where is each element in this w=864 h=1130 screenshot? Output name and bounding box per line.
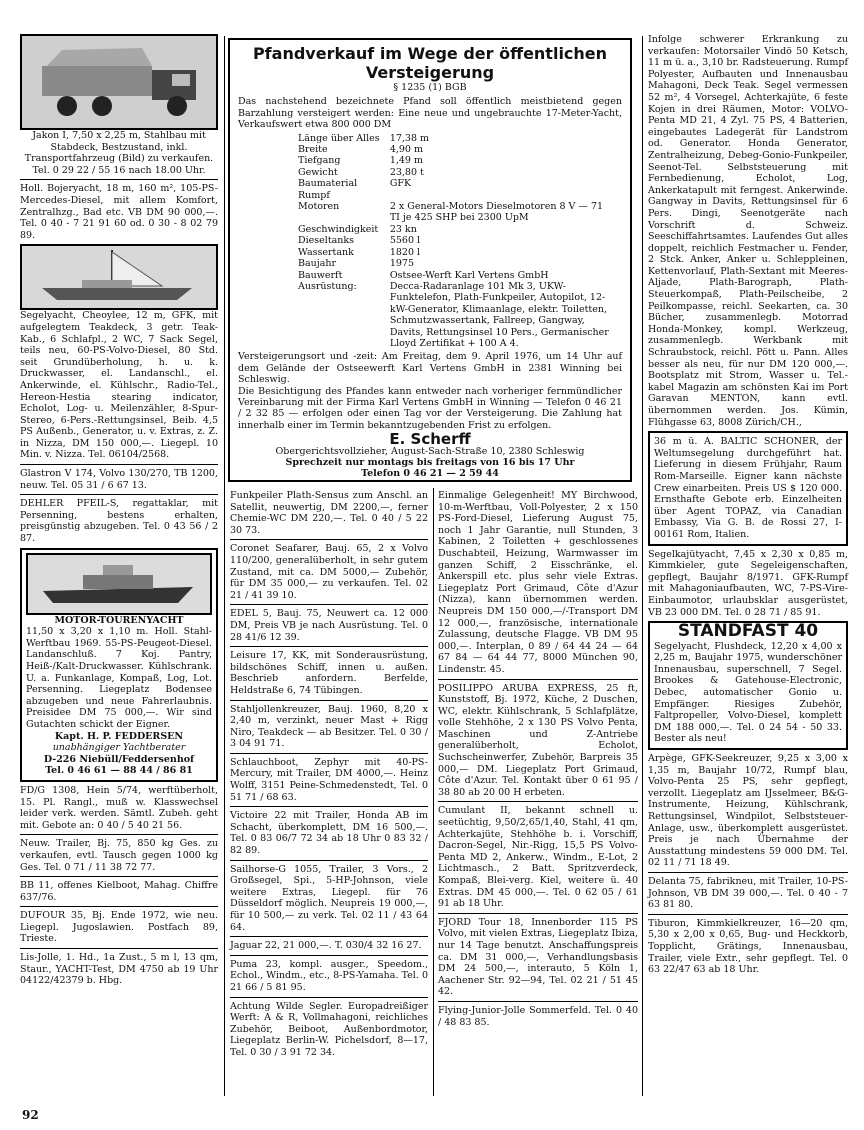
ad-motor-contact-1: Kapt. H. P. FEDDERSEN xyxy=(54,730,184,742)
spec-value: GFK xyxy=(389,178,412,190)
classified-ad: Achtung Wilde Segler. Europadreißiger Werft: A & R, Vollmahagoni, reichliches Zubehör, Beiboot, Außenbordmotor, Liegeplatz Berlin-W. Pichelsdorf, 8—17, Tel. 0 30 / 3 91 72 34. xyxy=(230,1000,428,1058)
page-number: 92 xyxy=(22,1108,39,1122)
spec-row xyxy=(298,155,622,166)
ad-delanta: Delanta 75, fabrikneu, mit Trailer, 10-PS-Johnson, VB DM 39 000,—. Tel. 0 40 - 7 63 81 80. xyxy=(648,875,848,911)
segelyacht-photo xyxy=(20,244,218,310)
classified-ad: Schlauchboot, Zephyr mit 40-PS-Mercury, mit Trailer, DM 4000,—. Heinz Wolff, 3151 Peine-Schmedenstedt, Tel. 0 51 71 / 68 63. xyxy=(230,756,428,803)
pfand-telefon: Telefon 0 46 21 — 2 59 44 xyxy=(361,468,499,480)
spec-label: Länge über Alles xyxy=(298,132,380,144)
ad-standfast xyxy=(648,621,848,750)
ad-tiburon: Tiburon, Kimmkielkreuzer, 16—20 qm, 5,30 x 2,00 x 0,65, Bug- und Heckkorb, Topplicht, Grätings, Innenausbau, Trailer, viele Extr., sehr gepflegt. Tel. 0 63 22/47 63 ab 18 Uhr. xyxy=(648,917,848,976)
column-rule-2 xyxy=(433,488,434,1096)
pfand-ort: Versteigerungsort und -zeit: Am Freitag, dem 9. April 1976, um 14 Uhr auf dem Gelände der Ostseewerft Karl Vertens GmbH in 2381 Winning bei Schleswig. xyxy=(238,351,622,386)
spec-value: 23,80 t xyxy=(389,166,424,178)
ad-arpege: Arpège, GFK-Seekreuzer, 9,25 x 3,00 x 1,35 m, Baujahr 10/72, Rumpf blau, Volvo-Penta 25 PS, sehr gepflegt, verzollt. Liegeplatz am IJsselmeer, B&G-Instrumente, Heizung, Kühlschrank, Rettungsinsel, Windpilot, Selbststeuer-Anlage, usw., überkomplett ausgerüstet. Preis je nach Übernahme der Ausstattung mindestens 59 000 DM. Tel. 02 11 / 71 18 49. xyxy=(648,753,848,869)
pfand-name: E. Scherff xyxy=(389,430,471,449)
spec-row xyxy=(298,258,622,269)
ad-glastron: Glastron V 174, Volvo 130/270, TB 1200, neuw. Tel. 05 31 / 6 67 13. xyxy=(20,468,218,491)
spec-label: Baumaterial Rumpf xyxy=(298,178,358,201)
ad-jakon: Jakon I, 7,50 x 2,25 m, Stahlbau mit Stabdeck, Bestzustand, inkl. Transportfahrzeug (Bild) zu verkaufen. Tel. 0 29 22 / 55 16 nach 18.00 Uhr. xyxy=(24,130,214,176)
spec-value: 1,49 m xyxy=(389,155,424,167)
classified-ad: Jaguar 22, 21 000,—. T. 030/4 32 16 27. xyxy=(230,940,422,952)
spec-label: Bauwerft xyxy=(298,269,343,281)
pfand-besichtigung: Die Besichtigung des Pfandes kann entweder nach vorheriger fernmündlicher Vereinbarung mit der Firma Karl Vertens GmbH in Winning — Telefon 0 46 21 / 2 32 85 — erfolgen oder einen Tag vor der Versteigerung. Die Zahlung hat innerhalb einer im Termin bekanntzugebenden Frist zu erfolgen. xyxy=(238,385,622,431)
spec-row xyxy=(298,270,622,281)
classified-ad: Cumulant II, bekannt schnell u. seetüchtig, 9,50/2,65/1,40, Stahl, 41 qm, Achterkajüte, Stehhöhe b. i. Vorschiff, Dacron-Segel, Nir.-Rigg, 15,5 PS Volvo-Penta MD 2, Ankerw., Windm., E-Lot, 2 Lichtmasch., 2 Batt. Spritzverdeck, Kompaß, Blei-verg. Kiel, weitere ü. 40 Extras. DM 45 000,—. Tel. 0 62 05 / 61 91 ab 18 Uhr. xyxy=(438,805,638,910)
spec-label: Dieseltanks xyxy=(298,235,355,247)
spec-value: 5560 l xyxy=(389,235,421,247)
spec-row xyxy=(298,201,622,224)
column-rule-1 xyxy=(224,36,225,1096)
classified-ad: EDEL 5, Bauj. 75, Neuwert ca. 12 000 DM, Preis VB je nach Ausrüstung. Tel. 0 28 41/6 12 39. xyxy=(230,608,428,643)
column-right xyxy=(648,34,848,976)
spec-row xyxy=(298,167,622,178)
ad-dufour: DUFOUR 35, Bj. Ende 1972, wie neu. Liegepl. Jugoslawien. Postfach 89, Trieste. xyxy=(20,910,218,945)
spec-row xyxy=(298,247,622,258)
classified-ad: Flying-Junior-Jolle Sommerfeld. Tel. 0 40 / 48 83 85. xyxy=(438,1004,638,1028)
spec-row xyxy=(298,133,622,144)
pfandverkauf-notice xyxy=(228,38,632,482)
pfand-law: § 1235 (1) BGB xyxy=(393,82,467,93)
ad-vindoe: Infolge schwerer Erkrankung zu verkaufen: Motorsailer Vindö 50 Ketsch, 11 m ü. a., 3,10 br. Radsteuerung. Rumpf Polyester, Aufbauten und Innenausbau Mahagoni, Deck Teak. Segel vermessen 52 m², 4 Vorsegel, Achterkajüte, 6 feste Kojen in drei Räumen, Motor: VOLVO-Penta MD 21, 4 Zyl. 75 PS, 4 Batterien, eingebautes Ladegerät für Landstrom od. Generator. Honda Generator, Zentralheizung, Debeg-Gonio-Funkpeiler, Seenot-Tel. Selbststeuerung mit Fernbedienung, Echolot, Log, Ankerkatapult mit ferngest. Ankerwinde. Gangway in Davits, Rettungsinsel für 6 Pers. Dingi, Seenotgeräte nach Vorschrift d. Schweiz. Seeschiffahrtsamtes. Laufendes Gut alles doppelt, reichlich Festmacher u. Fender, 2 Stck. Anker, Anker u. Schleppleinen, Kettenvorlauf, Plath-Sextant mit Meeres-Aljade, Plath-Barograph, Plath-Steuerkompaß, Plath-Peilscheibe, 2 Peilkompasse, reichl. Seekarten, ca. 30 Bücher, zusammenlegb. Motorrad Honda-Monkey, kompl. Werkzeug, zusammenlegb. Werkbank mit Schraubstock, reichl. Pött u. Pann. Alles besser als neu, für nur DM 120 000,—. Bootsplatz mit Strom, Wasser u. Tel.-kabel Magazin am schönsten Kai im Port Garavan MENTON, kann evtl. übernommen werden. Jos. Kümin, Flühgasse 63, 8008 Zürich/CH., xyxy=(648,34,848,428)
standfast-title: STANDFAST 40 xyxy=(677,621,819,642)
column-rule-3 xyxy=(642,36,643,1096)
pfand-sprechzeit: Sprechzeit nur montags bis freitags von 16 bis 17 Uhr xyxy=(285,457,575,468)
pfand-intro: Das nachstehend bezeichnete Pfand soll öffentlich meistbietend gegen Barzahlung versteigert werden: Eine neue und ungebrauchte 17-Meter-Yacht, Verkaufswert etwa 800 000 DM xyxy=(238,96,622,131)
truck-boat-photo xyxy=(20,34,218,130)
spec-value: 17,38 m xyxy=(389,132,430,144)
spec-row xyxy=(298,281,622,349)
spec-row xyxy=(298,235,622,246)
spec-value: 2 x General-Motors Dieselmotoren 8 V — 71 TI je 425 SHP bei 2300 UpM xyxy=(389,201,604,224)
ad-motor-contact-2: unabhängiger Yachtberater xyxy=(52,742,186,754)
spec-value: Decca-Radaranlage 101 Mk 3, UKW-Funktelefon, Plath-Funkpeiler, Autopilot, 12-kW-Generator, Klimaanlage, elektr. Toiletten, Schmutzwassertank, Fallreep, Gangway, Davits, Rettungsinsel 10 Pers., Germanischer Lloyd Zertifikat + 100 A 4. xyxy=(389,280,609,349)
spec-value: 1820 l xyxy=(389,246,421,258)
column-left xyxy=(20,34,218,987)
ad-motor-tourenyacht xyxy=(20,548,218,782)
classified-ad: POSILIPPO ARUBA EXPRESS, 25 ft, Kunststoff, Bj. 1972, Küche, 2 Duschen, WC, elektr. Kühlschrank, 5 Schlafplätze, volle Stehhöhe, 2 x 130 PS Volvo Penta, Maschinen und Z-Antriebe generalüberholt, Echolot, Suchscheinwerfer, Zubehör, Barpreis 35 000,— DM. Liegeplatz Port Grimaud, Côte d'Azur. Tel. Kontakt über 0 61 95 / 38 80 ab 20 00 H erbeten. xyxy=(438,682,638,798)
ad-motor-body: 11,50 x 3,20 x 1,10 m. Holl. Stahl-Werftbau 1969. 55-PS-Peugeot-Diesel. Landanschluß. 7 Koj. Pantry, Heiß-/Kalt-Druckwasser. Kühlschrank. U. a. Funkanlage, Kompaß, Log, Lot. Persenning. Liegeplatz Bodensee abzugeben und neue Fahrerlaubnis. Preisidee DM 75 000,—. Wir sind Gutachten schickt der Eigner. xyxy=(26,626,212,730)
ad-baltic-text: 36 m ü. A. BALTIC SCHONER, der Weltumsegelung durchgeführt hat. Lieferung in diesem Frühjahr, Raum Rom-Marseille. Eigner kann nächste Crew einarbeiten. Preis US $ 120 000. Ernsthafte Gebote erb. Einzelheiten über Agent TOPAZ, via Canadian Embassy, Via G. B. de Rossi 27, I-00161 Rom, Italien. xyxy=(654,436,842,540)
spec-row xyxy=(298,178,622,201)
spec-label: Geschwindigkeit xyxy=(298,223,379,235)
spec-label: Ausrüstung: xyxy=(298,280,357,292)
spec-value: 4,90 m xyxy=(389,144,424,156)
classified-ad: Sailhorse-G 1055, Trailer, 3 Vors., 2 Großsegel, Spi., 5-HP-Johnson, viele weitere Extras, Liegepl. für 76 Düsseldorf möglich. Neupreis 19 000,—, für 10 500,— zu verk. Tel. 02 11 / 43 64 64. xyxy=(230,863,428,933)
standfast-body: Segelyacht, Flushdeck, 12,20 x 4,00 x 2,25 m, Baujahr 1975, wunderschöner Innenausbau, superschnell, 7 Segel. Brookes & Gatehouse-Electronic, Debec, automatischer Gonio u. Empfänger. Riesiges Zubehör, Faltpropeller, Volvo-Diesel, komplett DM 188 000,—. Tel. 0 24 54 - 50 33. Bester als neu! xyxy=(654,640,842,745)
column-middle-right xyxy=(438,490,638,1028)
ad-motor-title: MOTOR-TOURENYACHT xyxy=(54,614,184,626)
ad-bb11: BB 11, offenes Kielboot, Mahag. Chiffre 637/76. xyxy=(20,880,218,903)
classified-ad: Leisure 17, KK, mit Sonderausrüstung, bildschönes Schiff, innen u. außen. Beschrieb anfordern. Berfelde, Heldstraße 6, 74 Tübingen. xyxy=(230,650,428,696)
spec-label: Motoren xyxy=(298,201,340,213)
spec-label: Breite xyxy=(298,144,328,156)
pfand-specs-table xyxy=(298,133,622,350)
spec-label: Gewicht xyxy=(298,166,338,178)
ad-lisjolle: Lis-Jolle, 1. Hd., 1a Zust., 5 m l, 13 qm, Staur., YACHT-Test, DM 4750 ab 19 Uhr 04122/42379 b. Hbg. xyxy=(20,952,218,987)
classified-ad: Victoire 22 mit Trailer, Honda AB im Schacht, überkomplett, DM 16 500,—. Tel. 0 83 06/7 72 34 ab 18 Uhr 0 83 32 / 82 89. xyxy=(230,810,428,857)
column-middle-left xyxy=(230,490,428,1059)
spec-value: 23 kn xyxy=(389,223,417,235)
ad-trailer: Neuw. Trailer, Bj. 75, 850 kg Ges. zu verkaufen, evtl. Tausch gegen 1000 kg Ges. Tel. 0 71 / 11 38 72 77. xyxy=(20,838,218,873)
truck-illustration xyxy=(22,36,216,128)
sailboat-illustration xyxy=(22,246,216,308)
spec-row xyxy=(298,144,622,155)
spec-label: Baujahr xyxy=(298,258,337,270)
motoryacht-photo xyxy=(26,553,212,615)
spec-label: Tiefgang xyxy=(298,155,341,167)
classified-ad: Einmalige Gelegenheit! MY Birchwood, 10-m-Werftbau, Voll-Polyester, 2 x 150 PS-Ford-Diesel, Lieferung August 75, noch 1 Jahr Garantie, null Stunden, 3 Kabinen, 2 Toiletten + geschlossenes Duschabteil, Heizung, Warmwasser im ganzen Schiff, 2 Eisschränke, el. Ankerspill etc. plus sehr viele Extras. Liegeplatz Port Grimaud, Côte d'Azur (Nizza), kann übernommen werden. Neupreis DM 150 000,—/-Transport DM 12 000,—, französische, internationale Zulassung, deutsche Flagge. VB DM 95 000,—. Interplan, 0 89 / 64 44 24 — 64 67 84 — 64 44 77, 8000 München 90, Lindenstr. 45. xyxy=(438,490,638,675)
ad-motor-contact-3: D-226 Niebüll/Feddersenhof xyxy=(43,753,195,765)
ad-baltic-schoner xyxy=(648,431,848,545)
classified-ad: Puma 23, kompl. ausger., Speedom., Echol., Windm., etc., 8-PS-Yamaha. Tel. 0 21 66 / 5 81 95. xyxy=(230,958,428,993)
classified-ad: FJORD Tour 18, Innenborder 115 PS Volvo, mit vielen Extras, Liegeplatz Ibiza, nur 14 Tage benutzt. Anschaffungspreis ca. DM 31 000,—, Verhandlungsbasis DM 24 500,—, interauto, 5 Köln 1, Aachener Str. 92—94, Tel. 02 21 / 51 45 42. xyxy=(438,916,638,998)
ad-motor-contact-4: Tel. 0 46 61 — 88 44 / 86 81 xyxy=(45,765,193,777)
spec-label: Wassertank xyxy=(298,246,354,258)
ad-dehler: DEHLER PFEIL-S, regattaklar, mit Persenning, bestens erhalten, preisgünstig abzugeben. Tel. 0 43 56 / 2 87. xyxy=(20,498,218,545)
classified-ad: Coronet Seafarer, Bauj. 65, 2 x Volvo 110/200, generalüberholt, in sehr gutem Zustand, mit ca. DM 5000,— Zubehör, für DM 35 000,— zu verkaufen. Tel. 02 21 / 41 39 10. xyxy=(230,543,428,601)
motorboat-illustration xyxy=(28,555,210,613)
pfand-address: Obergerichtsvollzieher, August-Sach-Straße 10, 2380 Schleswig xyxy=(275,445,585,457)
spec-value: 1975 xyxy=(389,258,415,270)
ad-segelkajuetyacht: Segelkajütyacht, 7,45 x 2,30 x 0,85 m, Kimmkieler, gute Segeleigenschaften, gepflegt, Baujahr 8/1971. GFK-Rumpf mit Mahagoniaufbauten, WC, 7-PS-Vire-Einbaumotor, urlaubsklar ausgerüstet, VB 23 000 DM. Tel. 0 28 71 / 85 91. xyxy=(648,548,848,618)
pfand-title: Pfandverkauf im Wege der öffentlichen Versteigerung xyxy=(252,44,608,82)
classified-ad: Funkpeiler Plath-Sensus zum Anschl. an Satellit, neuwertig, DM 2200,—, ferner Chemie-WC DM 220,—. Tel. 0 40 / 5 22 30 73. xyxy=(230,490,428,536)
ad-fdg: FD/G 1308, Hein 5/74, werftüberholt, 15. Pl. Rangl., muß w. Klasswechsel leider verk. werden. Sämtl. Zubeh. geht mit. Gebote an: 0 40 / 5 40 21 56. xyxy=(20,784,218,831)
spec-value: Ostsee-Werft Karl Vertens GmbH xyxy=(389,269,549,281)
spec-row xyxy=(298,224,622,235)
ad-segelyacht: Segelyacht, Cheoylee, 12 m, GFK, mit aufgelegtem Teakdeck, 3 getr. Teak-Kab., 6 Schlafpl., 2 WC, 7 Sack Segel, teils neu, 60-PS-Volvo-Diesel, 80 Std. seit Grundüberholung, h. u. k. Druckwasser, el. Landanschl., el. Ankerwinde, el. Kühlschr., Radio-Tel., Hereon-Hestia stearing indicator, Echolot, Log- u. Meilenzähler, 8-Spur-Stereo, 6-Pers.-Rettungsinsel, Beib. 4,5 PS Außenb., Generator, u. v. Extras, z. Z. in Nizza, DM 150 000,—. Liegepl. 10 Min. v. Nizza. Tel. 06104/2568. xyxy=(20,310,218,461)
classified-ad: Stahljollenkreuzer, Bauj. 1960, 8,20 x 2,40 m, verzinkt, neuer Mast + Rigg Niro, Teakdeck — ab Besitzer. Tel. 0 30 / 3 04 91 71. xyxy=(230,703,428,750)
ad-bojeryacht: Holl. Bojeryacht, 18 m, 160 m², 105-PS-Mercedes-Diesel, mit allem Komfort, Zentralhzg., Bad etc. VB DM 90 000,—. Tel. 0 40 - 7 21 91 60 od. 0 30 - 8 02 79 89. xyxy=(20,183,218,241)
